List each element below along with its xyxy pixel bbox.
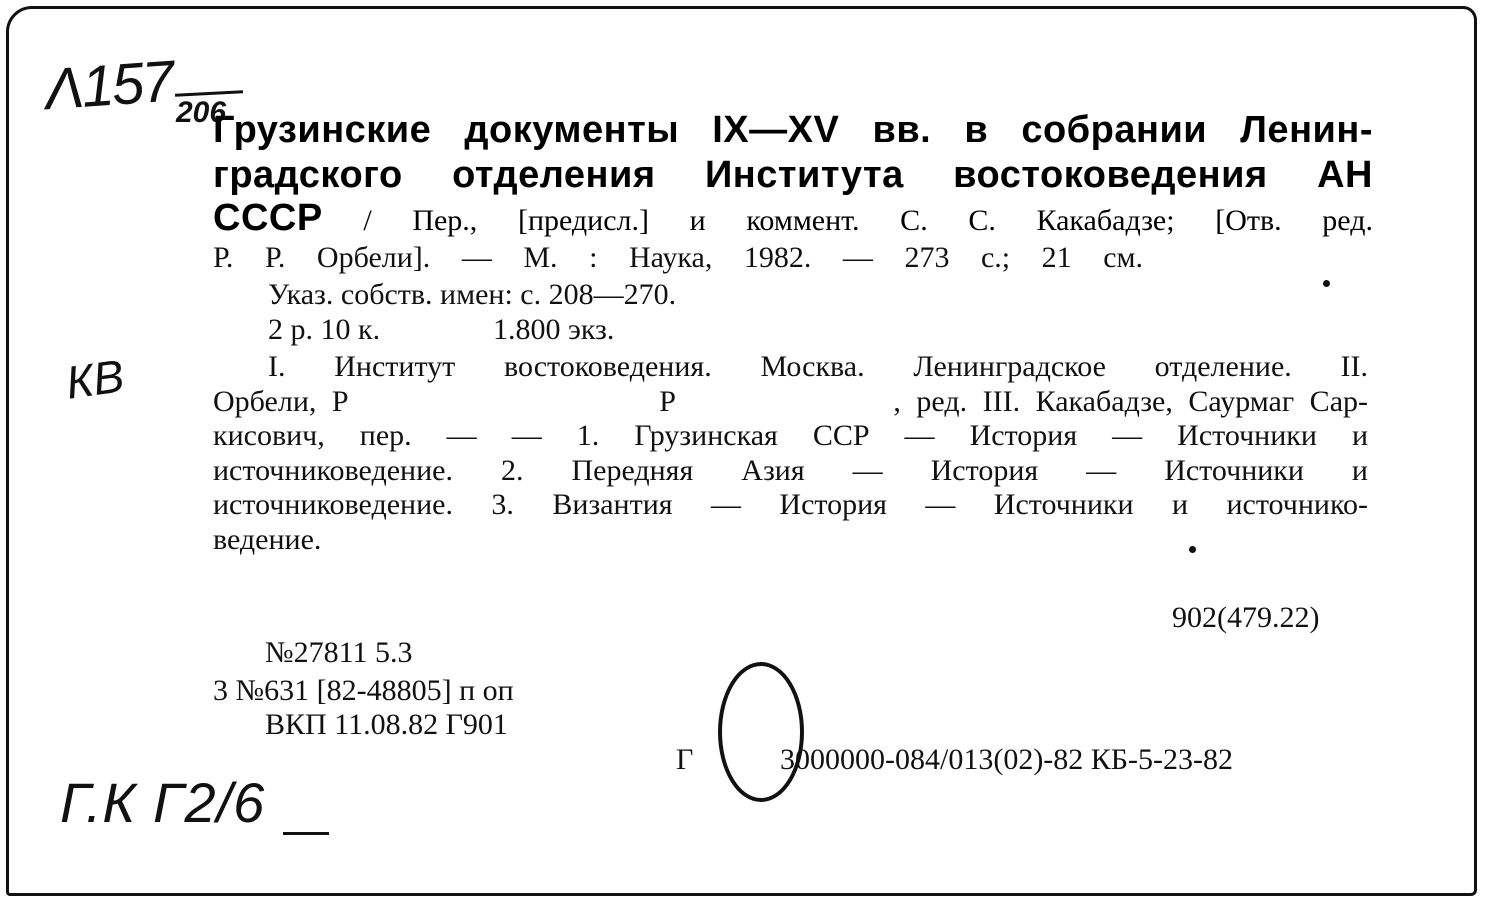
shelfmark-sub-handwritten: 206: [176, 96, 227, 129]
card-number-line-2: 3 №631 [82-48805] п оп: [213, 674, 514, 707]
classification-number: 902(479.22): [1172, 601, 1320, 634]
card-number-line-3: ВКП 11.08.82 Г901: [265, 708, 508, 741]
title-line-3: СССР / Пер., [предисл.] и коммент. С. С. Какабадзе; [Отв. ред.: [213, 197, 1373, 239]
tracing-line-1: I. Институт востоковедения. Москва. Ленинградское отделение. II.: [268, 350, 1368, 383]
shelfmark-handwritten: Λ157: [42, 48, 175, 123]
index-note: Указ. собств. имен: с. 208—270.: [268, 278, 677, 311]
title-block: [213, 108, 1373, 241]
price: 2 р. 10 к.: [268, 313, 381, 346]
margin-mark-handwritten: КВ: [62, 349, 128, 409]
tracings-block: [213, 350, 1368, 557]
copies: 1.800 экз.: [493, 313, 615, 346]
tracing-line-3: кисович, пер. — — 1. Грузинская ССР — История — Источники и: [213, 419, 1368, 452]
speck-dot: [1323, 280, 1330, 287]
code-prefix: Г: [676, 743, 694, 776]
tracing-line-5: источниковедение. 3. Византия — История — Источники и источнико-: [213, 488, 1368, 521]
handwritten-annotation-bottom: Г.К Г2/6: [60, 771, 266, 834]
card-number-line-1: №27811 5.3: [265, 636, 413, 669]
title-line-2: градского отделения Института востоковедения АН: [213, 154, 1373, 196]
speck-dot: [1189, 546, 1196, 553]
tracing-line-4: источниковедение. 2. Передняя Азия — История — Источники и: [213, 453, 1368, 487]
tracing-line-2: Орбели, Р Р , ред. III. Какабадзе, Саурмаг Сар-: [213, 384, 1368, 418]
stamp-circle: [718, 662, 804, 802]
publication-code: 3000000-084/013(02)-82 КБ-5-23-82: [780, 743, 1234, 776]
title-line-1: Грузинские документы IX—XV вв. в собрании Ленин-: [213, 109, 1373, 151]
imprint-line: Р. Р. Орбели]. — М. : Наука, 1982. — 273 с.; 21 см.: [213, 241, 1143, 274]
handwritten-annotation-underline: [283, 832, 329, 835]
tracing-line-6: ведение.: [213, 522, 322, 556]
